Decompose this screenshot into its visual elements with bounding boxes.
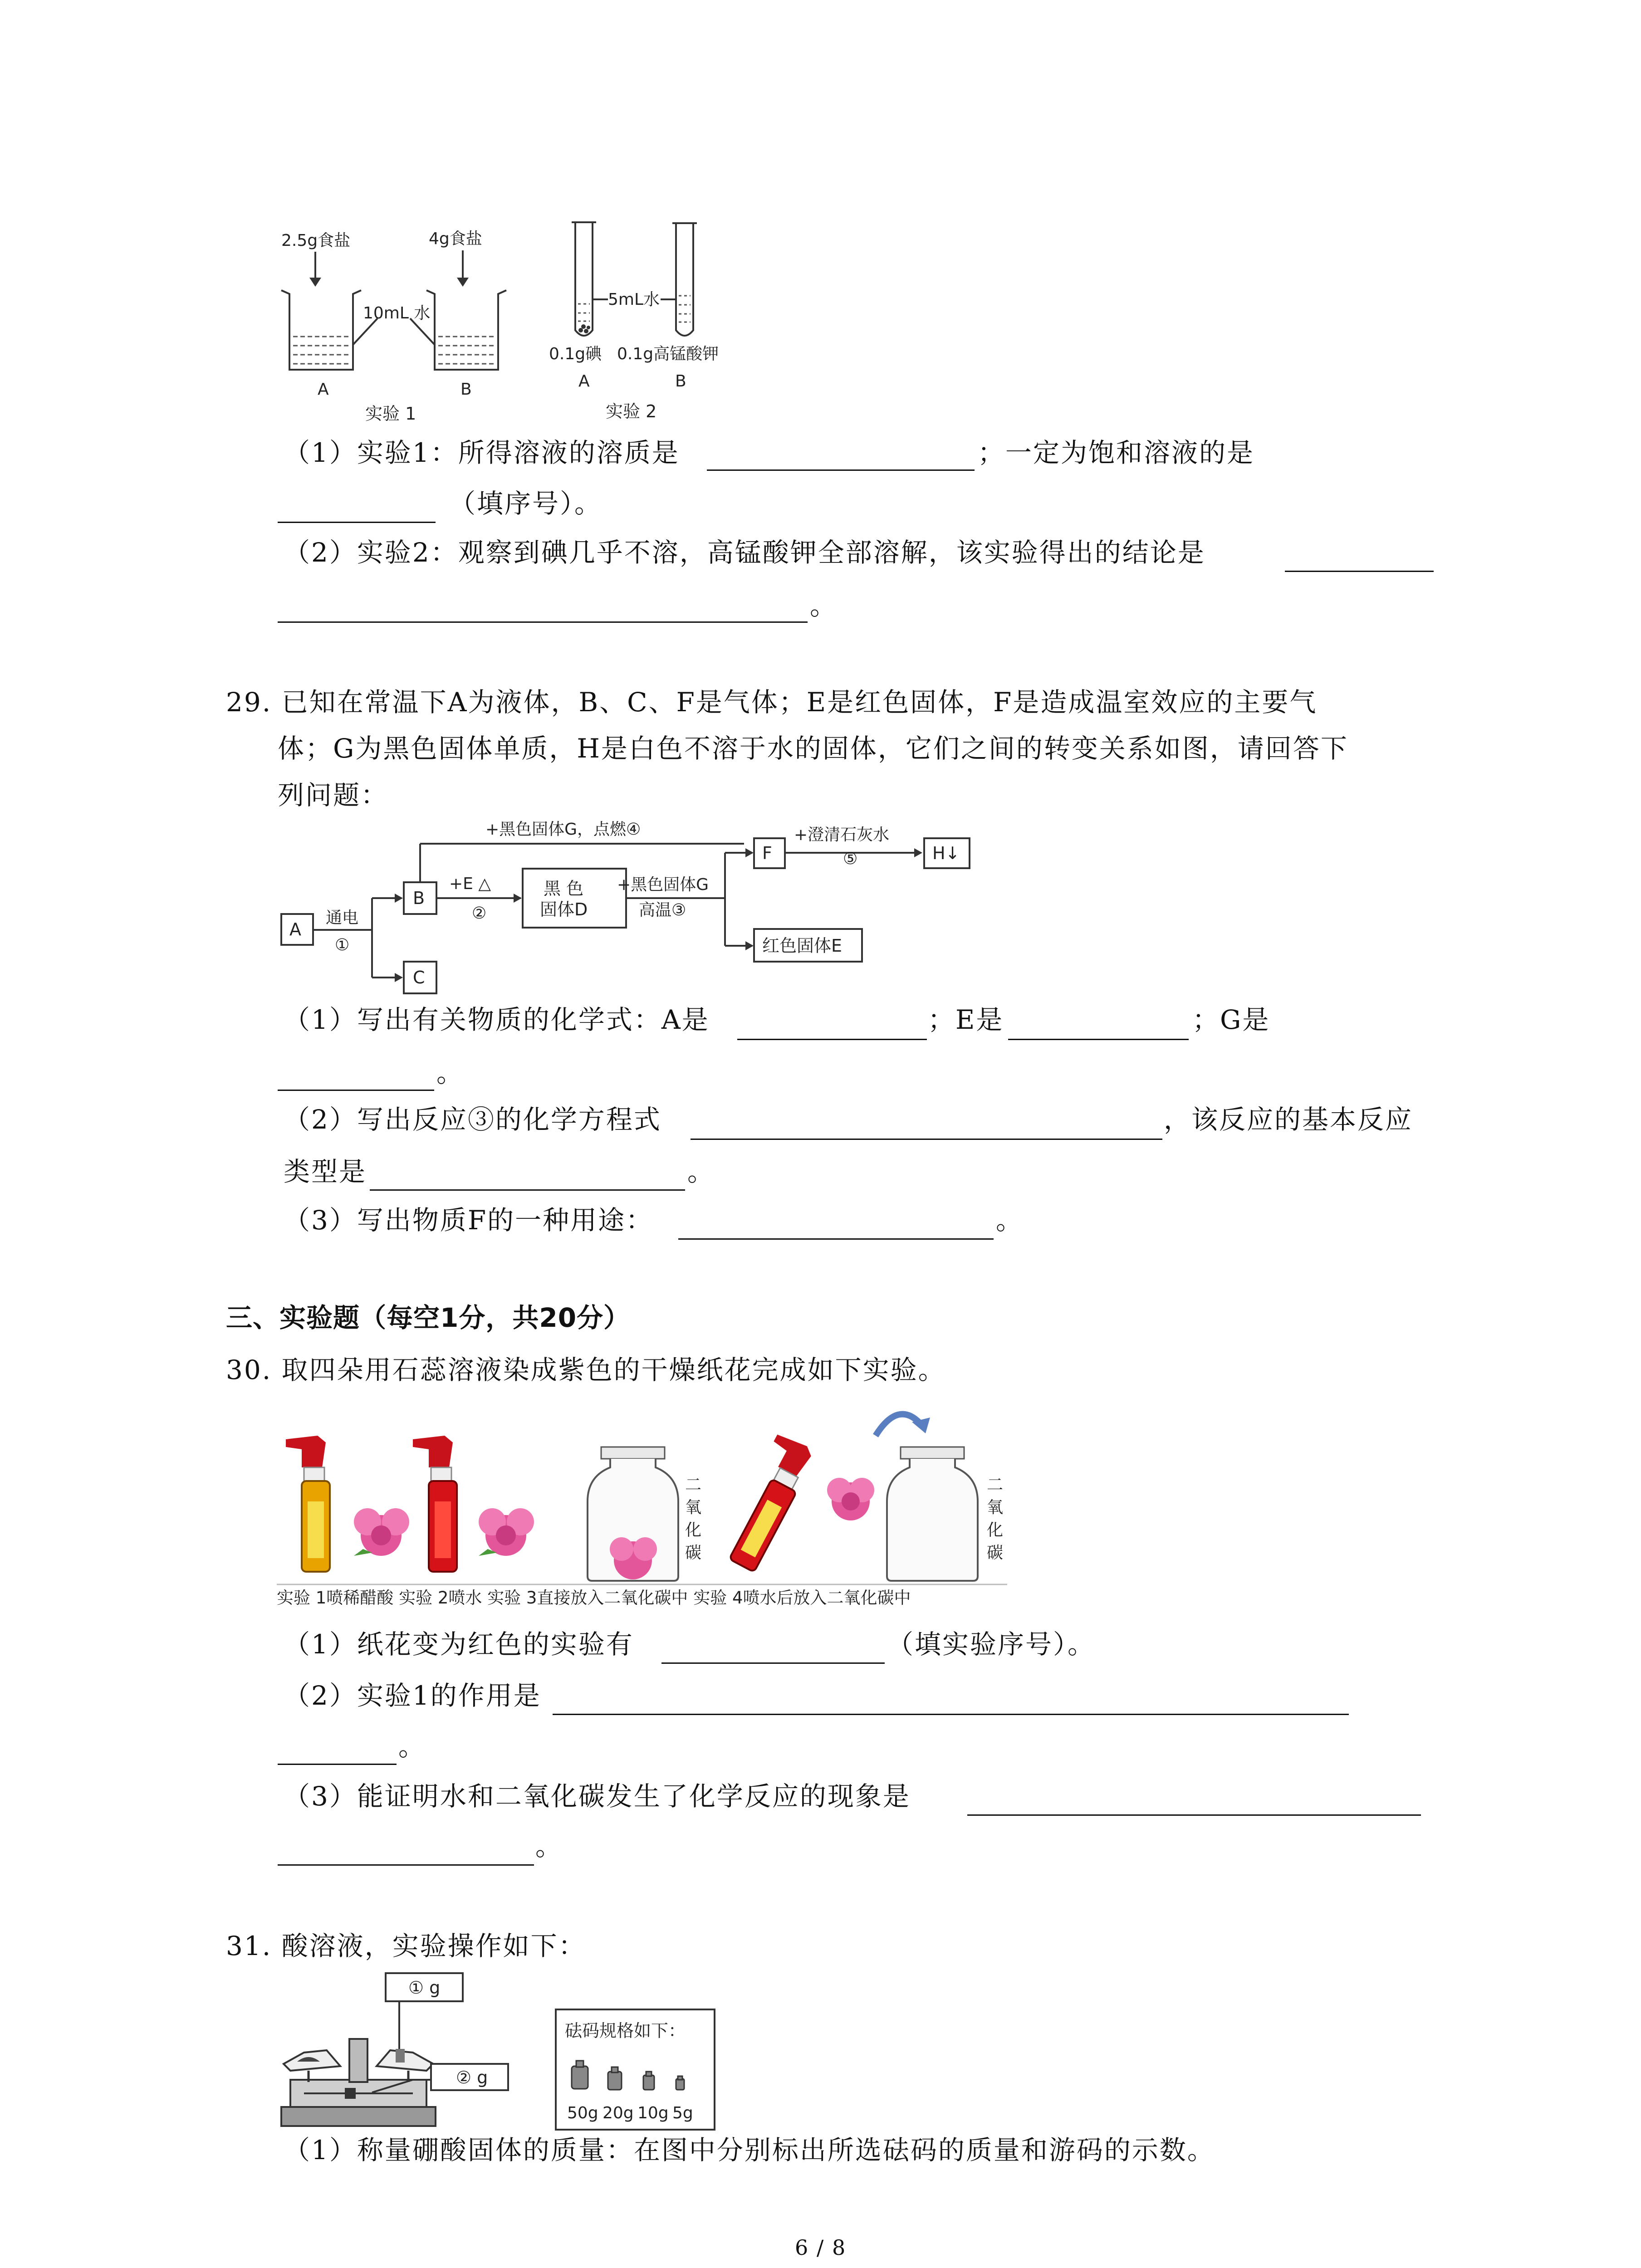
svg-text:5g: 5g — [672, 2104, 693, 2122]
svg-text:碳: 碳 — [987, 1544, 1004, 1562]
answer-blank[interactable] — [278, 621, 808, 623]
svg-text:F: F — [762, 843, 772, 863]
svg-text:二: 二 — [685, 1476, 702, 1494]
svg-text:+澄清石灰水: +澄清石灰水 — [794, 826, 890, 844]
experiment-2-caption: 实验 2 — [606, 401, 657, 421]
svg-text:②: ② — [472, 904, 487, 923]
spray-bottle-2-icon — [413, 1436, 457, 1572]
svg-text:①: ① — [335, 936, 350, 954]
paper-flower-2-icon — [479, 1508, 534, 1556]
svg-text:20g: 20g — [603, 2104, 634, 2122]
svg-text:A: A — [289, 919, 301, 939]
spray-bottle-1-icon — [286, 1436, 330, 1572]
q28-part1-text: （1）实验1：所得溶液的溶质是 — [284, 437, 680, 468]
test-tube-b — [676, 223, 693, 336]
section-heading: 三、实验题（每空1分，共20分） — [226, 1302, 631, 1333]
curved-arrow-icon — [876, 1414, 921, 1436]
answer-blank[interactable] — [678, 1238, 994, 1240]
answer-blank[interactable] — [553, 1714, 1349, 1715]
svg-text:50g: 50g — [567, 2104, 598, 2122]
beaker-b — [426, 290, 506, 370]
answer-blank[interactable] — [691, 1139, 1162, 1140]
svg-text:10g: 10g — [637, 2104, 669, 2122]
svg-text:+E △: +E △ — [449, 875, 491, 893]
svg-text:氧: 氧 — [685, 1498, 702, 1517]
paper-flower-4-icon — [827, 1478, 874, 1520]
svg-text:+黑色固体G: +黑色固体G — [617, 875, 709, 894]
svg-text:固体D: 固体D — [540, 899, 588, 919]
q30-captions: 实验 1喷稀醋酸 实验 2喷水 实验 3直接放入二氧化碳中 实验 4喷水后放入二氧化碳中 — [277, 1588, 911, 1608]
svg-text:B: B — [413, 888, 425, 908]
svg-text:碳: 碳 — [685, 1544, 702, 1562]
q31-stem: 31. 酸溶液，实验操作如下： — [226, 1931, 586, 1961]
svg-text:化: 化 — [685, 1521, 702, 1540]
svg-text:⑤: ⑤ — [843, 850, 858, 868]
svg-text:化: 化 — [987, 1521, 1004, 1540]
svg-text:红色固体E: 红色固体E — [762, 936, 843, 956]
water-label-2: 5mL水 — [608, 290, 660, 309]
q31-part1-text: （1）称量硼酸固体的质量：在图中分别标出所选砝码的质量和游码的示数。 — [284, 2135, 1215, 2165]
answer-blank[interactable] — [278, 1764, 397, 1765]
answer-blank[interactable] — [1008, 1039, 1189, 1040]
svg-text:A: A — [318, 380, 329, 399]
answer-blank[interactable] — [737, 1039, 927, 1040]
answer-blank[interactable] — [707, 469, 975, 471]
answer-blank[interactable] — [967, 1814, 1421, 1816]
q30-stem: 30. 取四朵用石蕊溶液染成紫色的干燥纸花完成如下实验。 — [226, 1354, 946, 1385]
svg-text:A: A — [578, 372, 590, 391]
q28-part2-text: （2）实验2：观察到碘几乎不溶，高锰酸钾全部溶解，该实验得出的结论是 — [284, 537, 1205, 568]
answer-blank[interactable] — [278, 1864, 534, 1866]
svg-text:0.1g碘: 0.1g碘 — [549, 345, 602, 363]
svg-text:B: B — [675, 372, 686, 391]
svg-text:C: C — [413, 968, 425, 987]
svg-text:高温③: 高温③ — [639, 901, 686, 919]
answer-blank[interactable] — [278, 1090, 434, 1091]
svg-text:通电: 通电 — [326, 909, 359, 927]
salt-b-label: 4g食盐 — [429, 230, 482, 248]
q29-stem-line3: 列问题： — [278, 780, 389, 811]
svg-text:+黑色固体G，点燃④: +黑色固体G，点燃④ — [485, 820, 641, 839]
q30-experiment-figure — [277, 1399, 1012, 1613]
answer-blank[interactable] — [1285, 571, 1434, 572]
answer-blank[interactable] — [278, 522, 436, 523]
svg-text:B: B — [460, 380, 472, 399]
answer-blank[interactable] — [661, 1662, 885, 1664]
water-label-1: 10mL 水 — [363, 304, 431, 323]
svg-text:H↓: H↓ — [932, 843, 960, 863]
spray-bottle-4-icon — [715, 1432, 818, 1572]
answer-blank[interactable] — [370, 1189, 685, 1191]
paper-flower-1-icon — [354, 1508, 409, 1556]
svg-text:黑 色: 黑 色 — [544, 879, 584, 899]
beaker-a — [281, 290, 361, 370]
gas-jar-3-icon — [588, 1447, 678, 1581]
svg-text:① g: ① g — [408, 1978, 441, 1998]
svg-text:氧: 氧 — [987, 1498, 1004, 1517]
q31-balance-figure — [277, 1971, 730, 2139]
svg-text:② g: ② g — [456, 2068, 488, 2087]
q29-stem-line1: 29. 已知在常温下A为液体，B、C、F是气体；E是红色固体，F是造成温室效应的主要气 — [226, 687, 1318, 718]
q29-reaction-diagram — [272, 812, 1007, 1002]
svg-text:0.1g高锰酸钾: 0.1g高锰酸钾 — [617, 345, 719, 363]
svg-text:二: 二 — [987, 1476, 1004, 1494]
q28-experiment-figure — [272, 218, 749, 431]
gas-jar-4-icon — [887, 1447, 978, 1581]
page-number: 6 / 8 — [795, 2235, 847, 2260]
balance-scale-icon — [281, 2039, 436, 2126]
weights-title: 砝码规格如下： — [565, 2021, 686, 2041]
experiment-1-caption: 实验 1 — [365, 404, 416, 424]
q29-stem-line2: 体；G为黑色固体单质，H是白色不溶于水的固体，它们之间的转变关系如图，请回答下 — [278, 733, 1348, 764]
test-tube-a — [575, 222, 593, 336]
salt-a-label: 2.5g食盐 — [281, 231, 351, 250]
